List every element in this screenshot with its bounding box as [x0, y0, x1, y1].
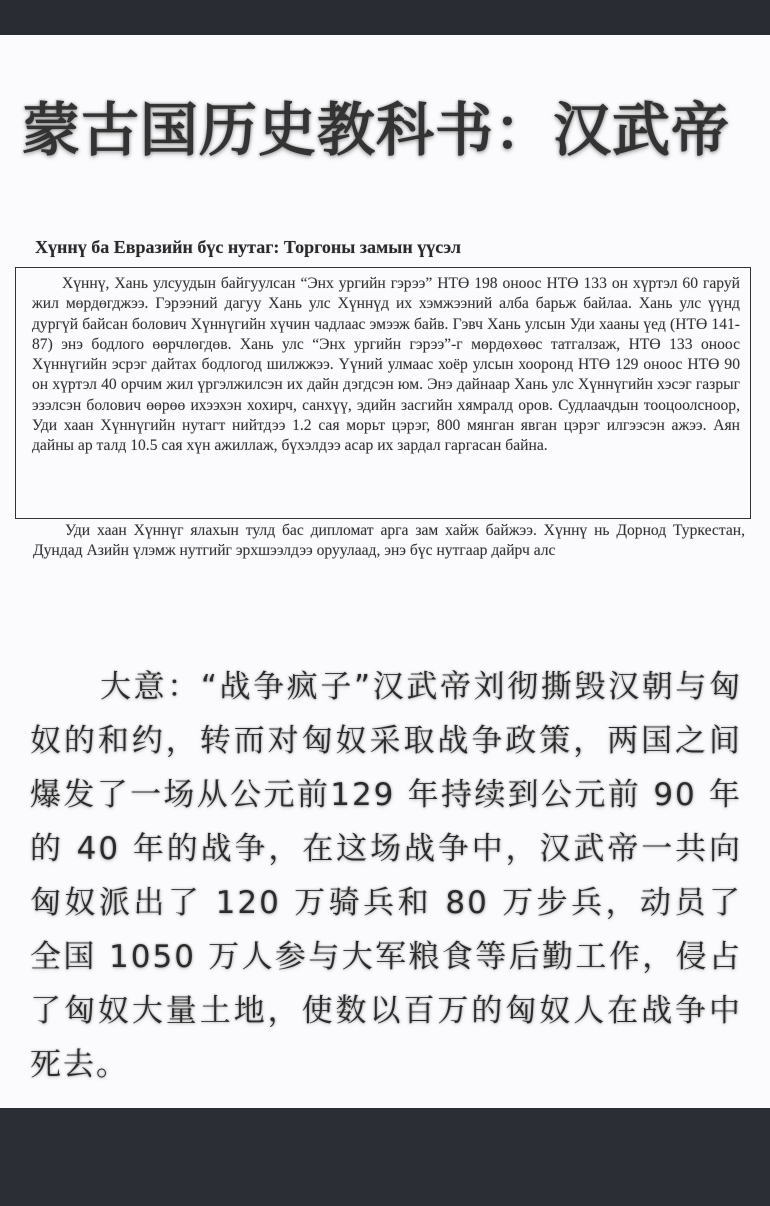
textbook-following-paragraph: Уди хаан Хүннүг ялахын тулд бас дипломат арга зам хайж байжээ. Хүннү нь Дорнод Туркестан, Дундад Азийн үлэмж нутгийг эрхшээлдээ оруулаад, энэ бүс нутгаар дайрч алс: [33, 522, 745, 560]
page-title: 蒙古国历史教科书：汉武帝: [22, 96, 731, 164]
textbook-boxed-paragraph: Хүннү, Хань улсуудын байгуулсан “Энх ургийн гэрээ” НТӨ 198 оноос НТӨ 133 он хүртэл 60 гаруй жил мөрдөгджээ. Гэрээний дагуу Хань улс Хүннүд их хэмжээний алба барьж байлаа. Хань улс үүнд дургүй байсан болович Хүннүгийн хүчин чадлаас эмээж байв. Гэвч Хань улсын Уди хааны үед (НТӨ 141-87) энэ бодлого өөрчлөгдөв. Хань улс “Энх ургийн гэрээ”-г мөрдөхөөс татгалзаж, НТӨ 133 оноос Хүннүгийн эсрэг дайтах бодлогод шилжжээ. Үүний улмаас хоёр улсын хооронд НТӨ 129 оноос НТӨ 90 он хүртэл 40 орчим жил үргэлжилсэн их дайн дэгдсэн юм. Энэ дайнаар Хань улс Хүннүгийн хэсэг газрыг эзэлсэн болович өөрөө ихээхэн хохирч, санхүү, эдийн засгийн хямралд оров. Судлаачдын тооцоолсноор, Уди хаан Хүннүгийн нутагт нийтдээ 1.2 сая морьт цэрэг, 800 мянган явган цэрэг илгээсэн ажээ. Аян дайны ар талд 10.5 сая хүн ажиллаж, бүхэлдээ асар их зардал гаргасан байна.: [32, 275, 740, 455]
chinese-summary: 大意：“战争疯子”汉武帝刘彻撕毁汉朝与匈奴的和约，转而对匈奴采取战争政策，两国之间爆发了一场从公元前129 年持续到公元前 90 年的 40 年的战争，在这场战争中，汉武帝一共向匈奴派出了 120 万骑兵和 80 万步兵，动员了全国 1050 万人参与大军粮食等后勤工作，侵占了匈奴大量土地，使数以百万的匈奴人在战争中死去。: [30, 669, 742, 1083]
document-page: [0, 35, 770, 1108]
textbook-section-heading: Хүннү ба Евразийн бүс нутаг: Торгоны замын үүсэл: [35, 237, 461, 257]
top-dark-bar: [0, 0, 770, 35]
textbook-boxed-excerpt: [15, 267, 751, 519]
bottom-dark-bar: [0, 1108, 770, 1206]
